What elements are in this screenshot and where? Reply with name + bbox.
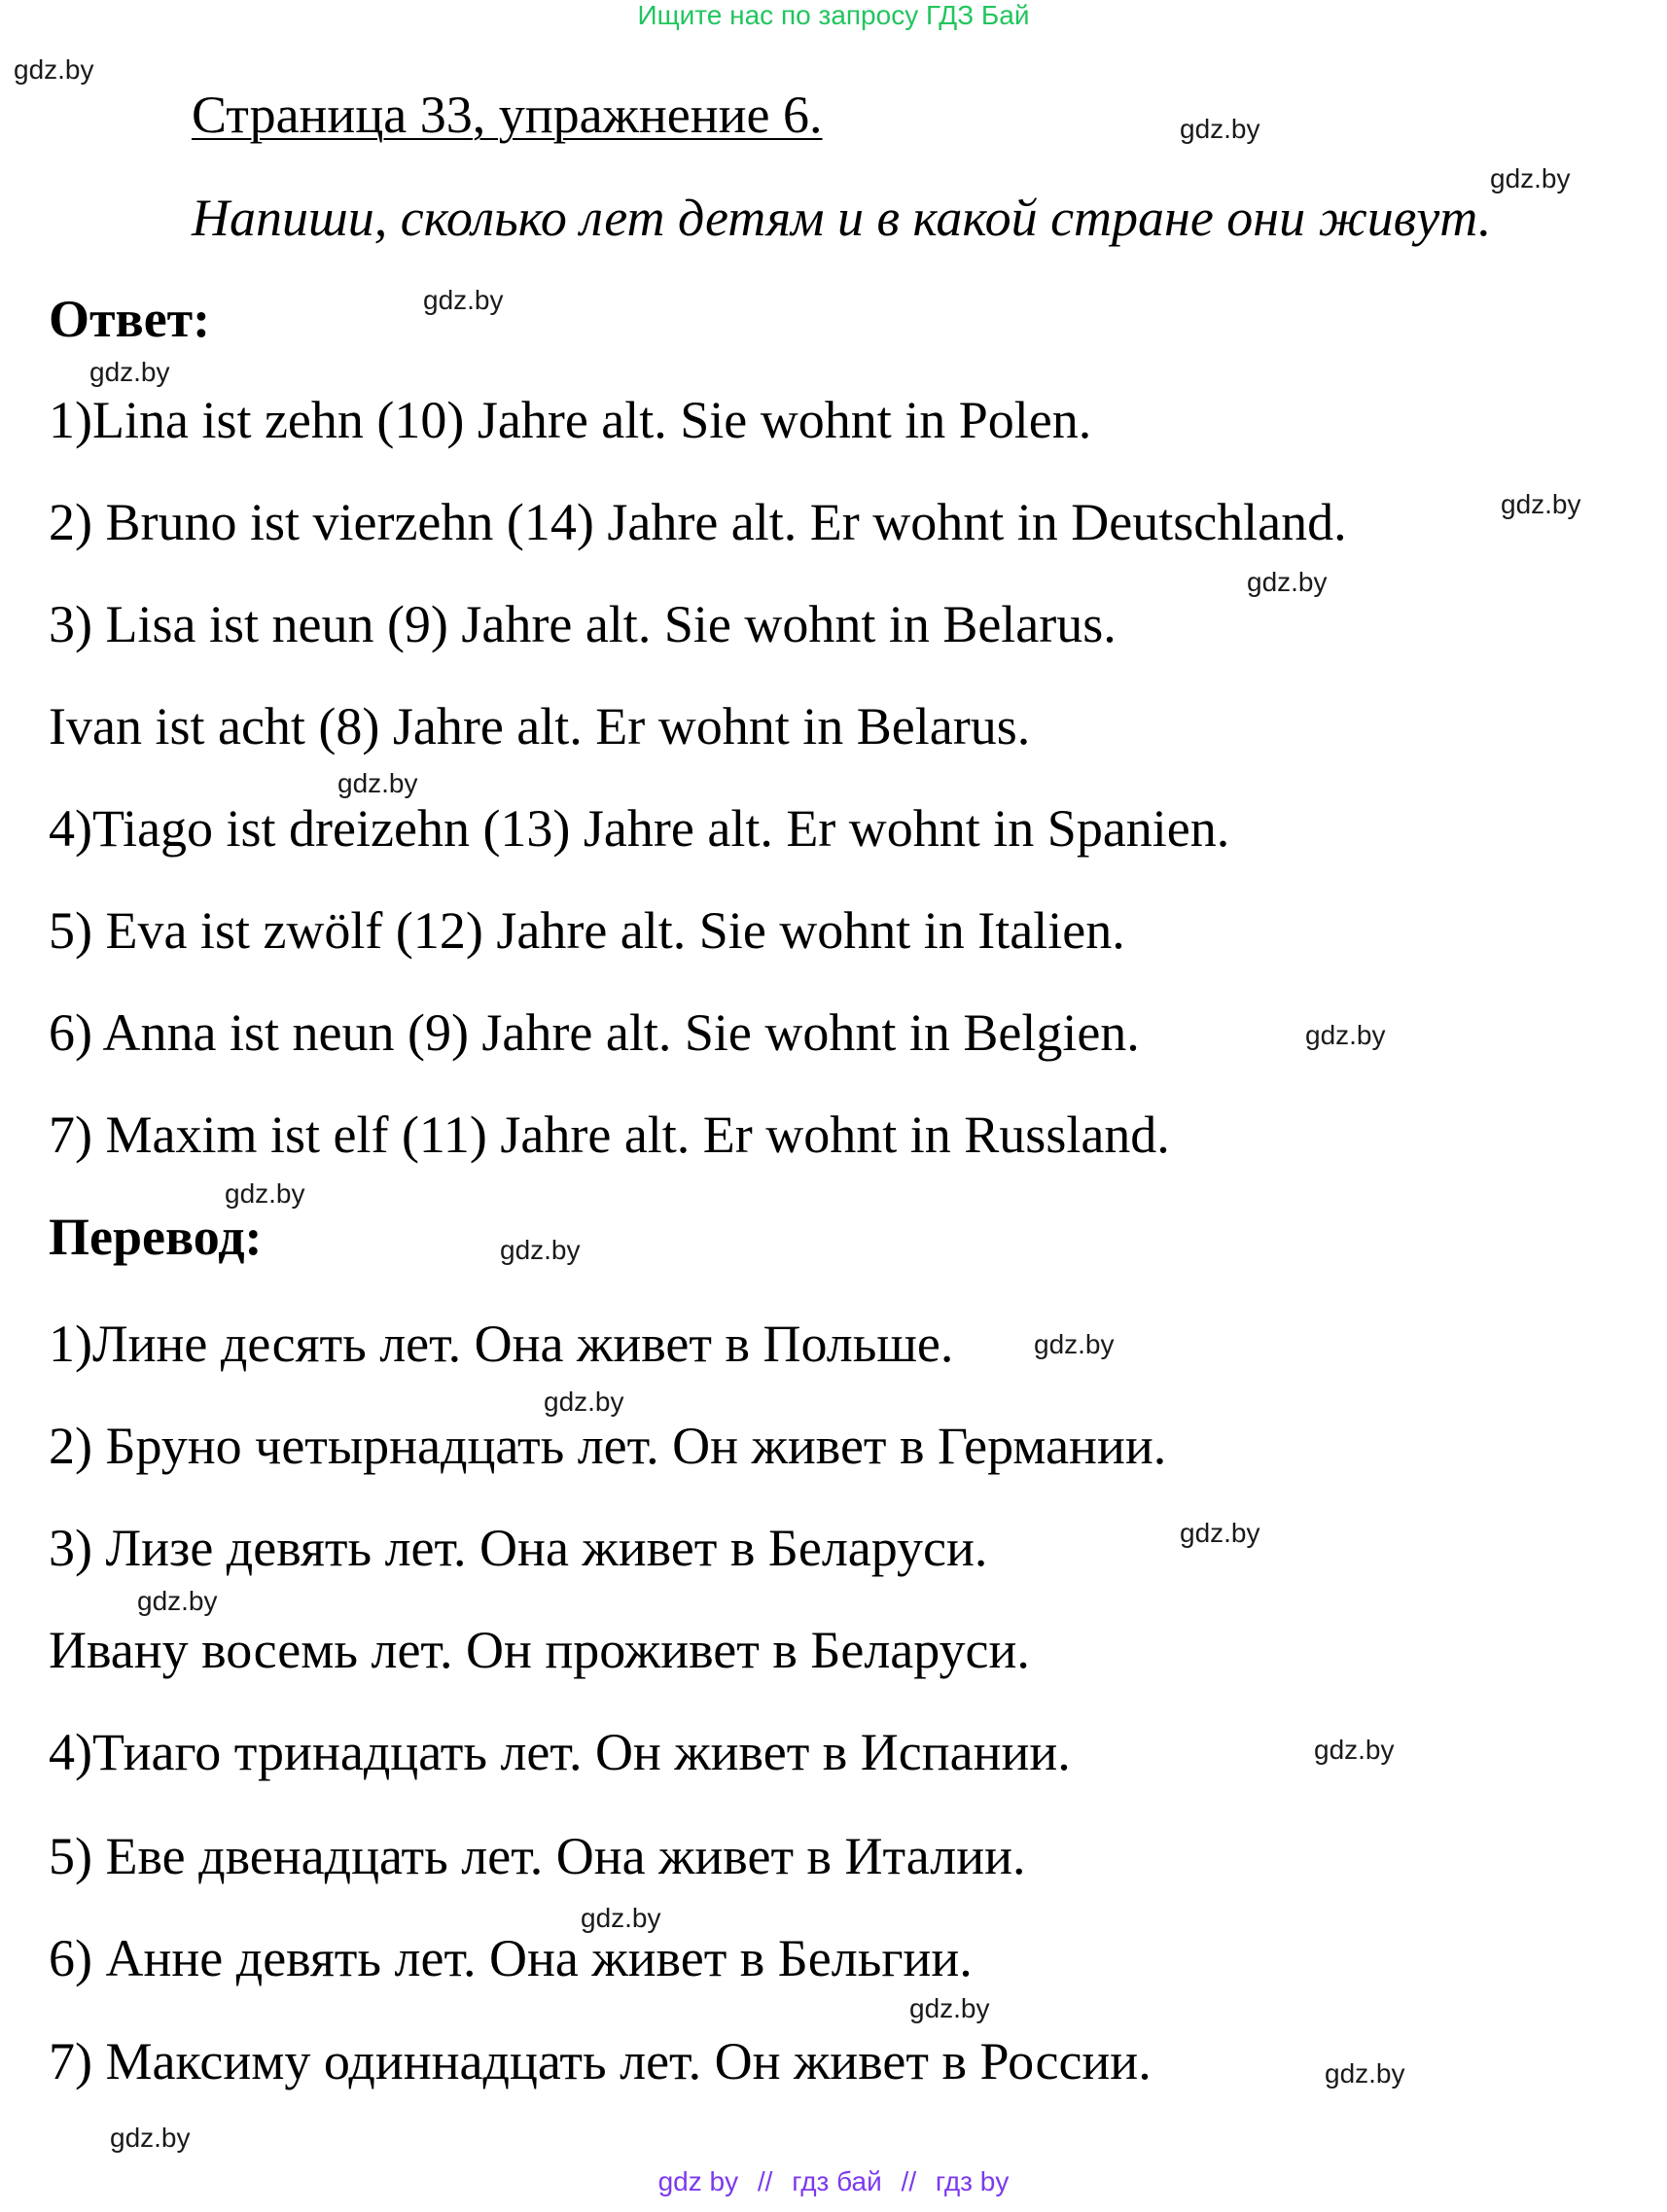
answer-line-7: 6) Anna ist neun (9) Jahre alt. Sie wohnt in Belgien. [49, 1003, 1140, 1062]
translation-line-8: 7) Максиму одиннадцать лет. Он живет в России. [49, 2032, 1152, 2090]
watermark: gdz.by [1305, 1020, 1386, 1050]
footer-separator: // [757, 2166, 773, 2196]
answer-line-8: 7) Maxim ist elf (11) Jahre alt. Er wohnt in Russland. [49, 1106, 1170, 1164]
answer-line-3: 3) Lisa ist neun (9) Jahre alt. Sie wohnt in Belarus. [49, 595, 1117, 653]
watermark: gdz.by [423, 285, 504, 315]
translation-line-4: Ивану восемь лет. Он проживет в Беларуси. [49, 1621, 1030, 1679]
watermark: gdz.by [137, 1586, 218, 1616]
translation-line-5: 4)Тиаго тринадцать лет. Он живет в Испании. [49, 1723, 1071, 1781]
footer-link-gdz-by[interactable]: gdz by [657, 2166, 739, 2196]
watermark: gdz.by [500, 1235, 581, 1265]
answer-line-4: Ivan ist acht (8) Jahre alt. Er wohnt in Belarus. [49, 697, 1031, 755]
watermark: gdz.by [1325, 2058, 1405, 2089]
watermark: gdz.by [544, 1387, 624, 1417]
watermark: gdz.by [89, 357, 170, 387]
watermark: gdz.by [1034, 1329, 1115, 1359]
answer-line-6: 5) Eva ist zwölf (12) Jahre alt. Sie wohnt in Italien. [49, 901, 1125, 960]
watermark: gdz.by [909, 1993, 990, 2023]
footer-link-gdz-by-cyr[interactable]: гдз by [935, 2166, 1010, 2196]
watermark: gdz.by [110, 2123, 191, 2153]
page-heading: Страница 33, упражнение 6. [192, 86, 823, 144]
top-banner[interactable]: Ищите нас по запросу ГДЗ Бай [637, 0, 1030, 30]
watermark: gdz.by [225, 1178, 305, 1209]
translation-line-6: 5) Еве двенадцать лет. Она живет в Италии. [49, 1827, 1026, 1885]
answer-line-2: 2) Bruno ist vierzehn (14) Jahre alt. Er wohnt in Deutschland. [49, 493, 1347, 551]
watermark: gdz.by [1247, 567, 1328, 597]
task-instruction: Напиши, сколько лет детям и в какой стране они живут. [192, 189, 1492, 247]
answer-line-1: 1)Lina ist zehn (10) Jahre alt. Sie wohnt in Polen. [49, 391, 1092, 449]
translation-line-1: 1)Лине десять лет. Она живет в Польше. [49, 1315, 954, 1373]
watermark: gdz.by [1180, 1518, 1260, 1548]
watermark: gdz.by [1501, 489, 1581, 519]
watermark: gdz.by [1490, 163, 1571, 193]
answer-line-5: 4)Tiago ist dreizehn (13) Jahre alt. Er wohnt in Spanien. [49, 799, 1230, 858]
answer-label: Ответ: [49, 290, 211, 348]
translation-line-7: 6) Анне девять лет. Она живет в Бельгии. [49, 1929, 973, 1987]
watermark: gdz.by [581, 1903, 661, 1933]
watermark: gdz.by [14, 54, 94, 85]
translation-line-2: 2) Бруно четырнадцать лет. Он живет в Германии. [49, 1417, 1167, 1475]
translation-line-3: 3) Лизе девять лет. Она живет в Беларуси. [49, 1519, 988, 1577]
watermark: gdz.by [337, 768, 418, 798]
watermark: gdz.by [1180, 114, 1260, 144]
watermark: gdz.by [1314, 1735, 1395, 1765]
translation-label: Перевод: [49, 1208, 263, 1266]
footer-links [0, 2166, 1667, 2197]
footer-separator: // [901, 2166, 917, 2196]
footer-link-gdz-bai[interactable]: гдз бай [792, 2166, 882, 2196]
